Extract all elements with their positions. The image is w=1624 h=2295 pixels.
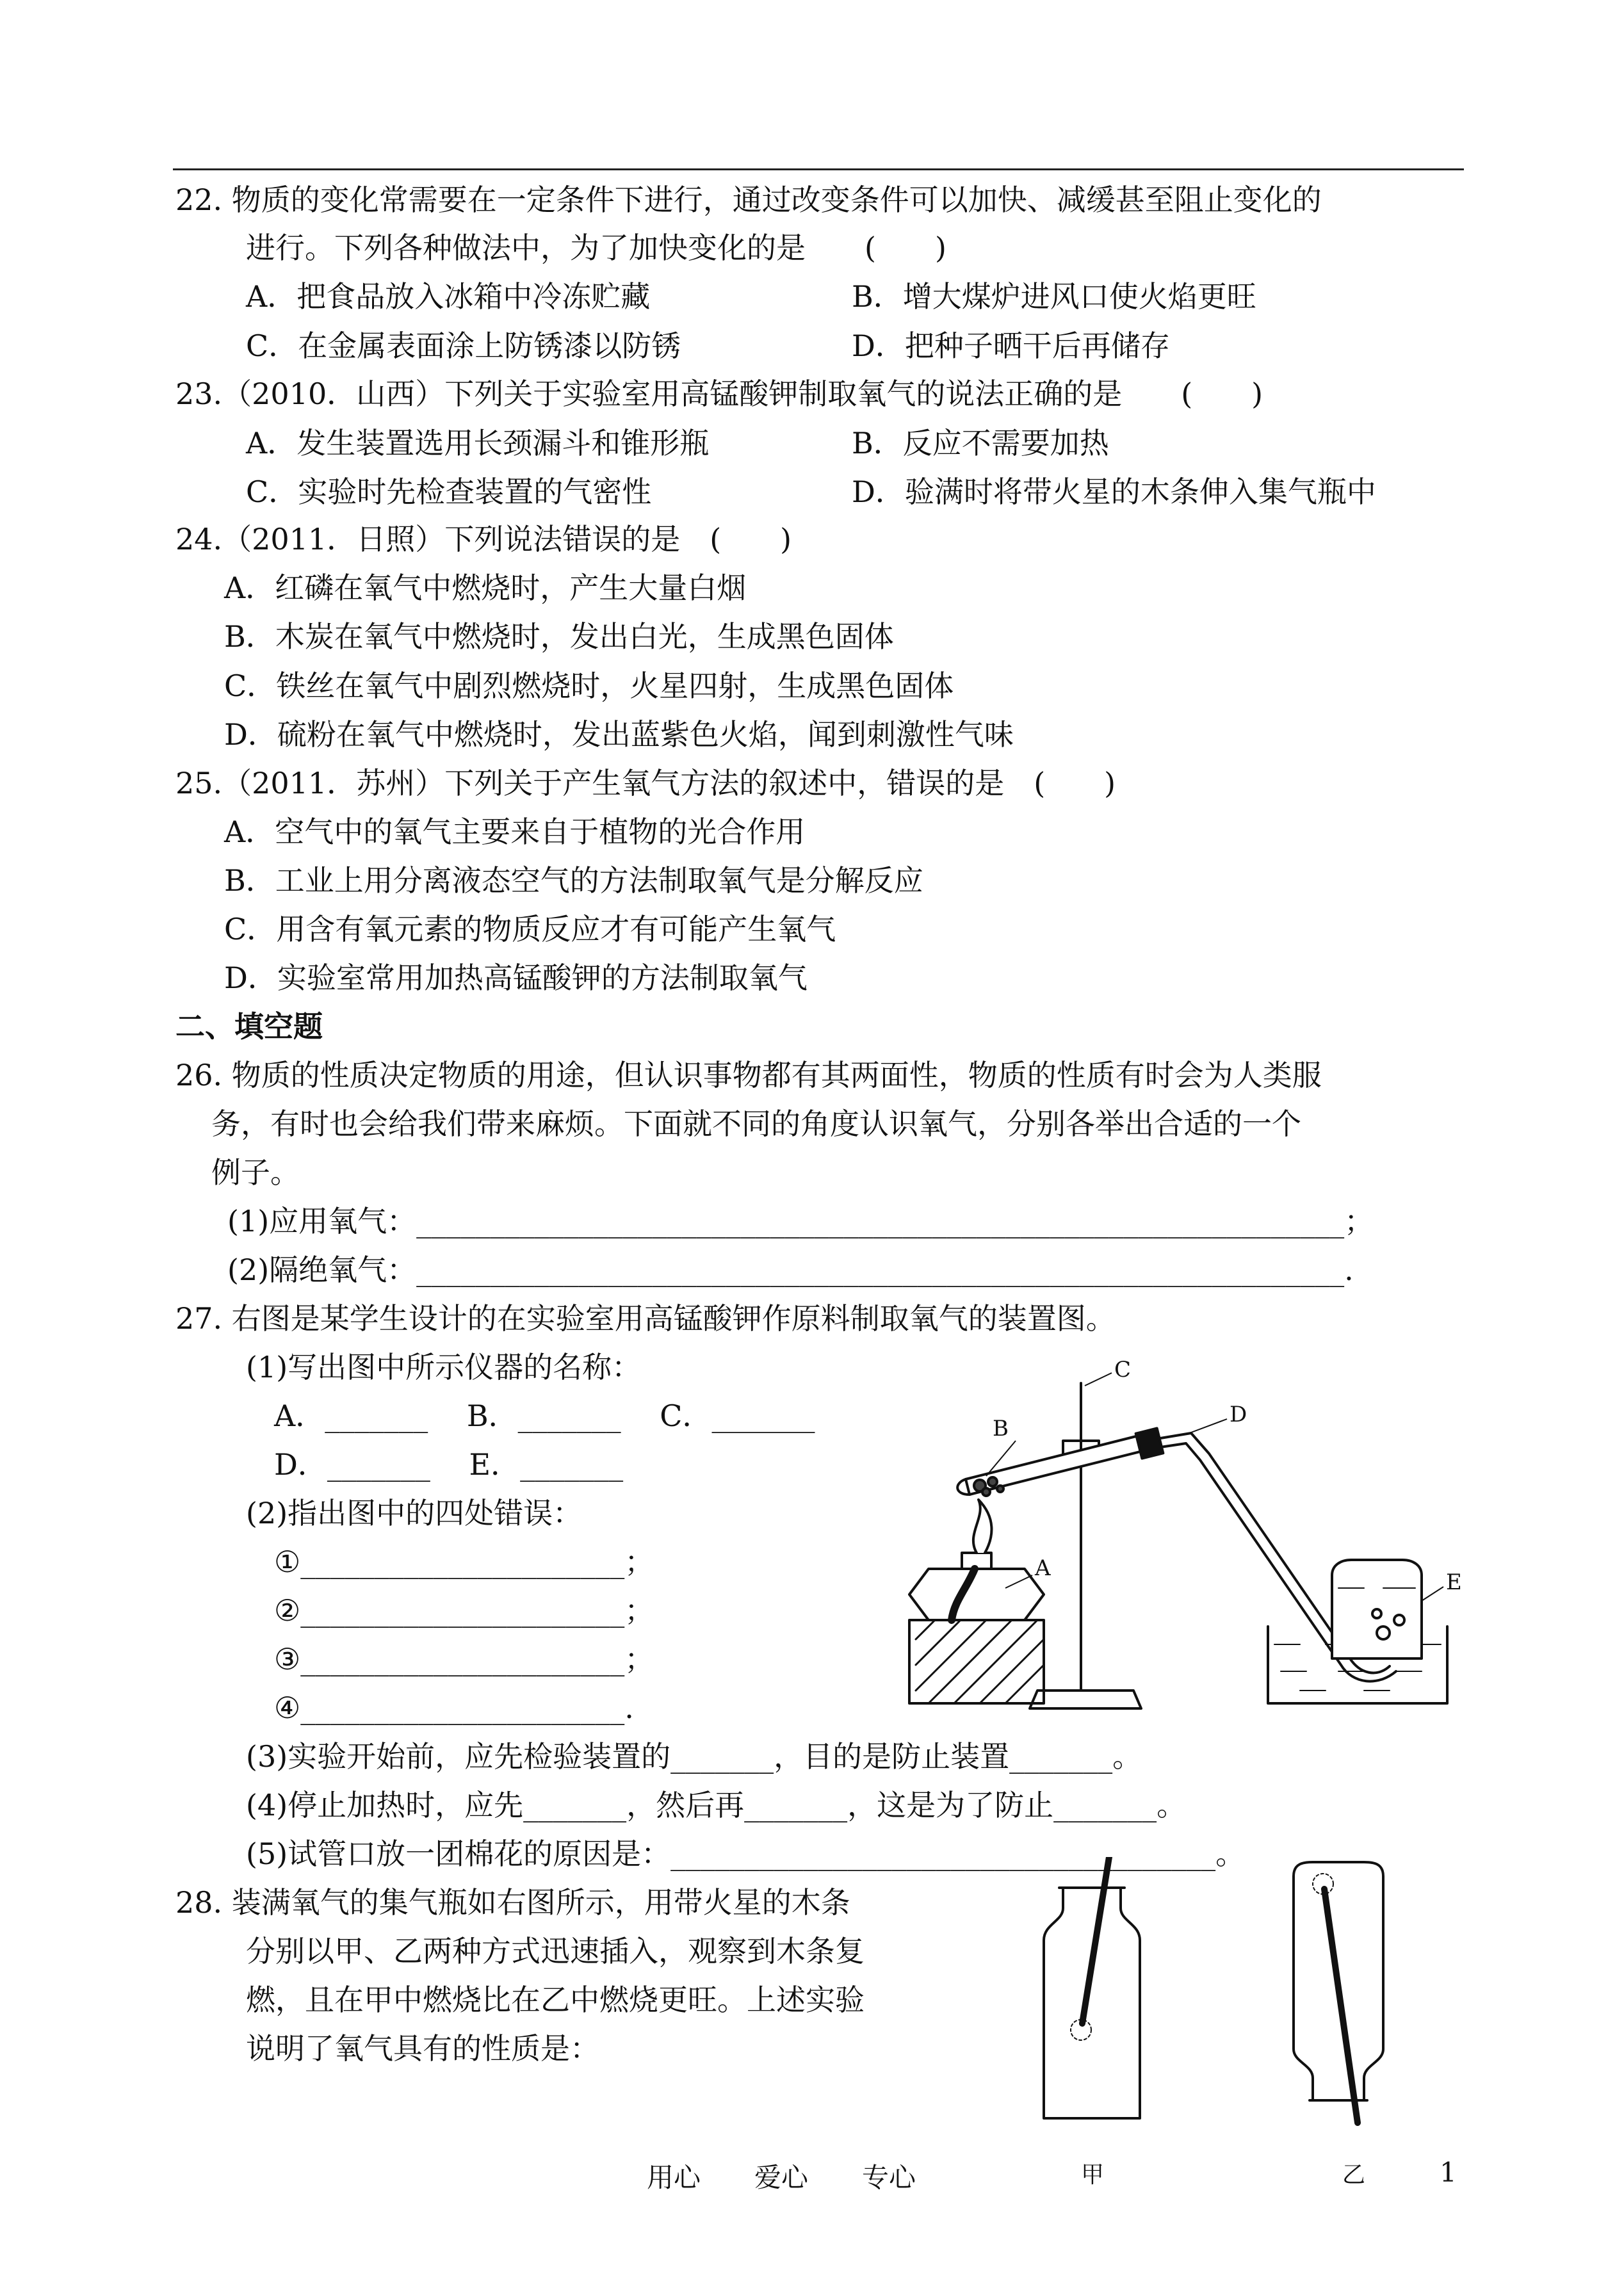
jar-label-jia: 甲 (1081, 2162, 1105, 2188)
label-a: A (1035, 1555, 1051, 1581)
q24-stem: 24.（2011．日照）下列说法错误的是 ( ) (175, 522, 792, 556)
q27-part2: (2)指出图中的四处错误： (246, 1496, 583, 1530)
q23-option-c: C．实验时先检查装置的气密性 (246, 474, 652, 509)
q24-option-a: A．红磷在氧气中燃烧时，产生大量白烟 (224, 571, 747, 605)
label-d: D (1230, 1402, 1247, 1427)
q27-names-row1: A．_______ B．_______ C．_______ (274, 1399, 815, 1433)
q28-line2: 分别以甲、乙两种方式迅速插入，观察到木条复 (246, 1934, 865, 1968)
q28-line1: 28. 装满氧气的集气瓶如右图所示，用带火星的木条 (175, 1885, 850, 1920)
q27-part4: (4)停止加热时，应先_______，然后再_______，这是为了防止_______。 (246, 1788, 1187, 1822)
oxygen-apparatus-figure (890, 1358, 1466, 1716)
q28-line4: 说明了氧气具有的性质是： (246, 2031, 599, 2066)
q23-option-b: B．反应不需要加热 (852, 426, 1109, 460)
q26-stem-line3: 例子。 (211, 1155, 300, 1190)
q22-stem-line2: 进行。下列各种做法中，为了加快变化的是 ( ) (246, 231, 946, 265)
q24-option-d: D．硫粉在氧气中燃烧时，发出蓝紫色火焰，闻到刺激性气味 (224, 717, 1014, 752)
header-rule (173, 168, 1464, 170)
q27-part1: (1)写出图中所示仪器的名称： (246, 1350, 642, 1384)
q25-option-a: A．空气中的氧气主要来自于植物的光合作用 (224, 815, 806, 849)
section-heading-fill-in: 二、填空题 (175, 1009, 323, 1044)
q23-option-a: A．发生装置选用长颈漏斗和锥形瓶 (246, 426, 710, 460)
q27-part5: (5)试管口放一团棉花的原因是：_____________________________________。 (246, 1837, 1246, 1871)
q27-names-row2: D．_______ E．_______ (274, 1447, 624, 1482)
q26-stem-line1: 26. 物质的性质决定物质的用途，但认识事物都有其两面性，物质的性质有时会为人类服 (175, 1058, 1322, 1092)
label-e: E (1446, 1569, 1462, 1595)
q28-line3: 燃，且在甲中燃烧比在乙中燃烧更旺。上述实验 (246, 1983, 865, 2017)
q27-error3: ③______________________； (274, 1642, 654, 1676)
q24-option-c: C．铁丝在氧气中剧烈燃烧时，火星四射，生成黑色固体 (224, 669, 954, 703)
q23-stem: 23.（2010．山西）下列关于实验室用高锰酸钾制取氧气的说法正确的是 ( ) (175, 377, 1263, 411)
q27-error2: ②______________________； (274, 1593, 654, 1628)
q22-option-b: B．增大煤炉进风口使火焰更旺 (852, 279, 1256, 314)
q26-part2: (2)隔绝氧气：_______________________________________________________________. (227, 1253, 1354, 1287)
q23-option-d: D．验满时将带火星的木条伸入集气瓶中 (852, 474, 1376, 509)
q22-option-d: D．把种子晒干后再储存 (852, 328, 1170, 363)
q22-option-c: C．在金属表面涂上防锈漆以防锈 (246, 328, 681, 363)
q27-error1: ①______________________； (274, 1545, 654, 1579)
gas-jars-figure (1018, 1857, 1415, 2126)
label-b: B (993, 1416, 1009, 1441)
q22-stem-line1: 22. 物质的变化常需要在一定条件下进行，通过改变条件可以加快、减缓甚至阻止变化的 (175, 182, 1322, 217)
q24-option-b: B．木炭在氧气中燃烧时，发出白光，生成黑色固体 (224, 619, 894, 654)
q27-stem: 27. 右图是某学生设计的在实验室用高锰酸钾作原料制取氧气的装置图。 (175, 1301, 1116, 1336)
q25-option-b: B．工业上用分离液态空气的方法制取氧气是分解反应 (224, 863, 923, 898)
q25-option-c: C．用含有氧元素的物质反应才有可能产生氧气 (224, 912, 836, 946)
q26-part1: (1)应用氧气：_______________________________________________________________； (227, 1204, 1374, 1238)
q27-error4: ④______________________. (274, 1691, 634, 1725)
label-c: C (1114, 1358, 1132, 1383)
q22-option-a: A．把食品放入冰箱中冷冻贮藏 (246, 279, 651, 314)
q27-part3: (3)实验开始前，应先检验装置的_______，目的是防止装置_______。 (246, 1739, 1142, 1774)
q25-stem: 25.（2011．苏州）下列关于产生氧气方法的叙述中，错误的是 ( ) (175, 766, 1116, 800)
jar-label-yi: 乙 (1342, 2162, 1366, 2188)
page-number: 1 (1440, 2157, 1457, 2188)
q25-option-d: D．实验室常用加热高锰酸钾的方法制取氧气 (224, 961, 808, 995)
footer-motto: 用心 爱心 专心 (647, 2162, 916, 2193)
q26-stem-line2: 务，有时也会给我们带来麻烦。下面就不同的角度认识氧气，分别各举出合适的一个 (211, 1107, 1301, 1141)
